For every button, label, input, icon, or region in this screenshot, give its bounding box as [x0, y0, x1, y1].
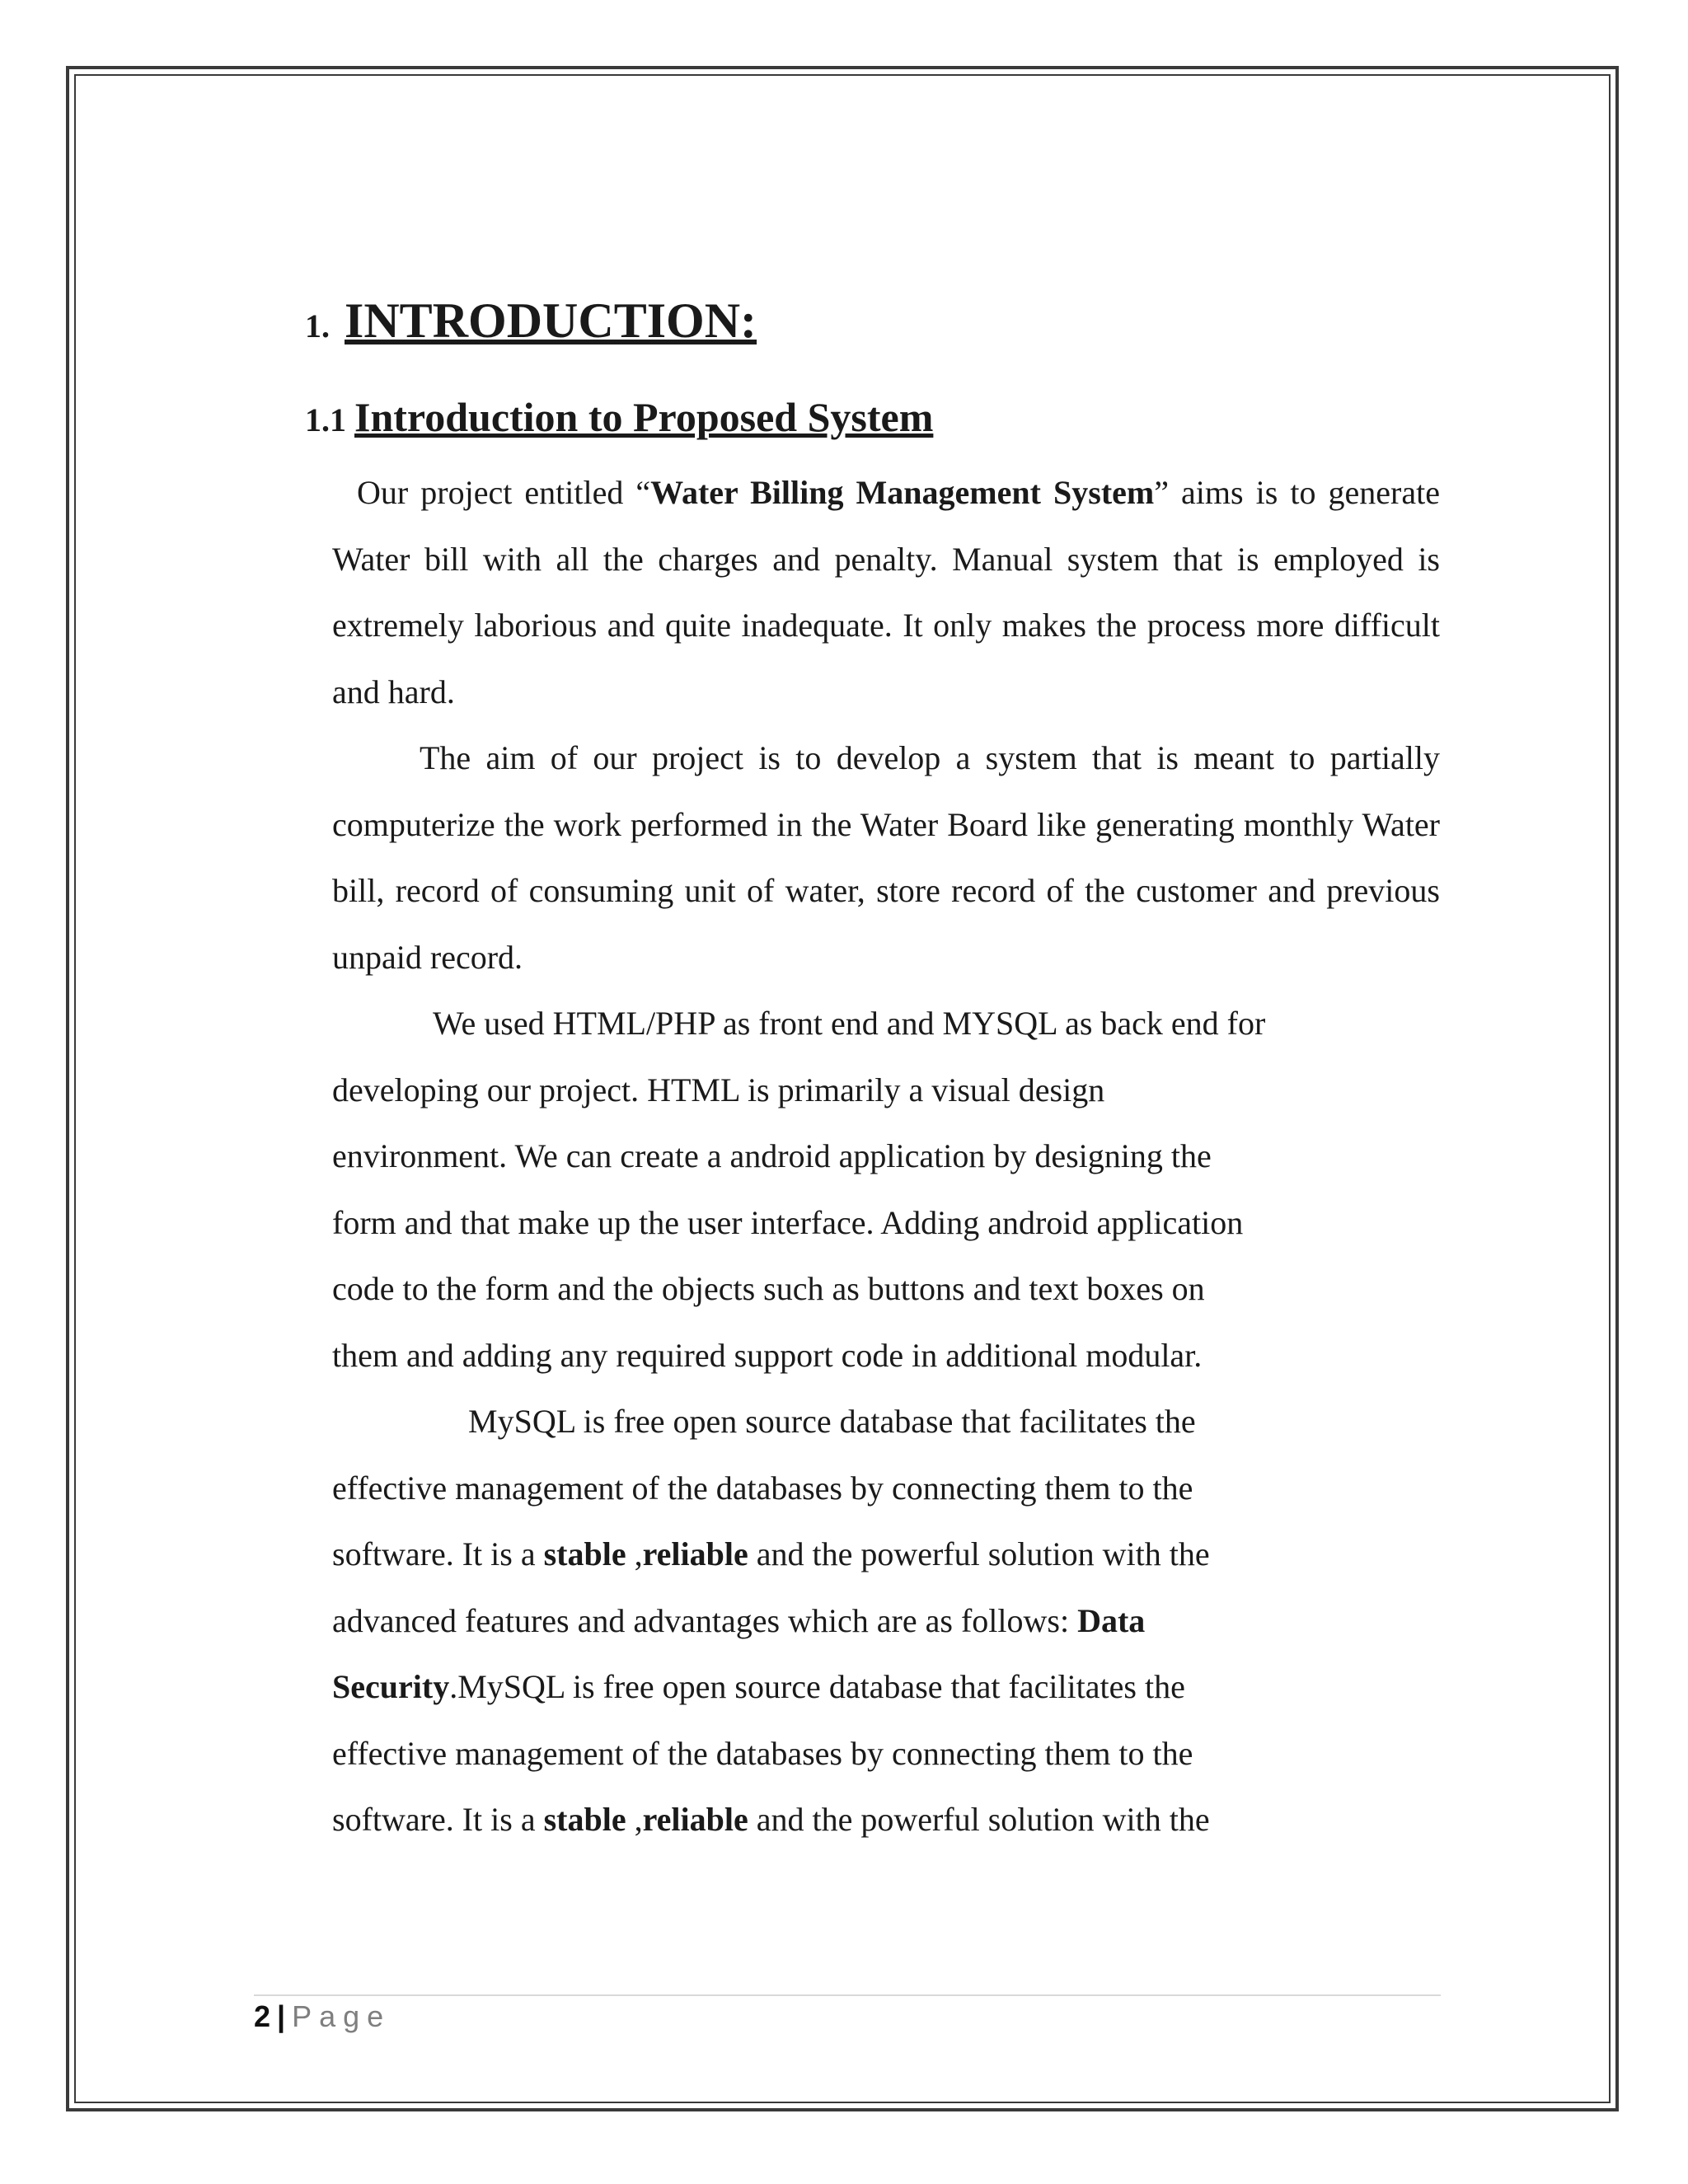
footer-divider — [254, 1994, 1441, 1996]
section-heading — [305, 293, 757, 349]
section-title: INTRODUCTION: — [345, 293, 757, 348]
subsection-heading — [305, 393, 933, 441]
subsection-number: 1.1 — [305, 401, 346, 438]
subsection-title: Introduction to Proposed System — [354, 394, 934, 440]
paragraph-mysql: MySQL is free open source database that facilitates the effective management of the databases by connecting them to the software. It is a stable ,reliable and the powerful solution with the advanced features and advantages which are as follows: Data Security.MySQL is free open source database that facilitates the effective management of the databases by connecting them to the software. It is a stable ,reliable and the powerful solution with the — [332, 1403, 1210, 1838]
project-name: Water Billing Management System — [650, 474, 1155, 511]
paragraph-technology: We used HTML/PHP as front end and MYSQL as back end for developing our project. HTML is primarily a visual design environment. We can create a android application by designing the form and that make up the user interface. Adding android application code to the form and the objects such as buttons and text boxes on them and adding any required support code in additional modular. — [332, 1005, 1266, 1374]
paragraph-project-aim: The aim of our project is to develop a system that is meant to partially computerize the work performed in the Water Board like generating monthly Water bill, record of consuming unit of water, store record of the customer and previous unpaid record. — [332, 739, 1440, 976]
paragraph-project-overview: Our project entitled “Water Billing Management System” aims is to generate Water bill with all the charges and penalty. Manual system that is employed is extremely laborious and quite inadequate. It only makes the process more difficult and hard. — [332, 474, 1440, 710]
footer-separator: | — [277, 1999, 286, 2033]
page-number: 2 — [254, 1999, 271, 2033]
page-label: Page — [292, 1999, 392, 2033]
page-footer — [254, 1999, 391, 2034]
section-number: 1. — [305, 307, 330, 344]
